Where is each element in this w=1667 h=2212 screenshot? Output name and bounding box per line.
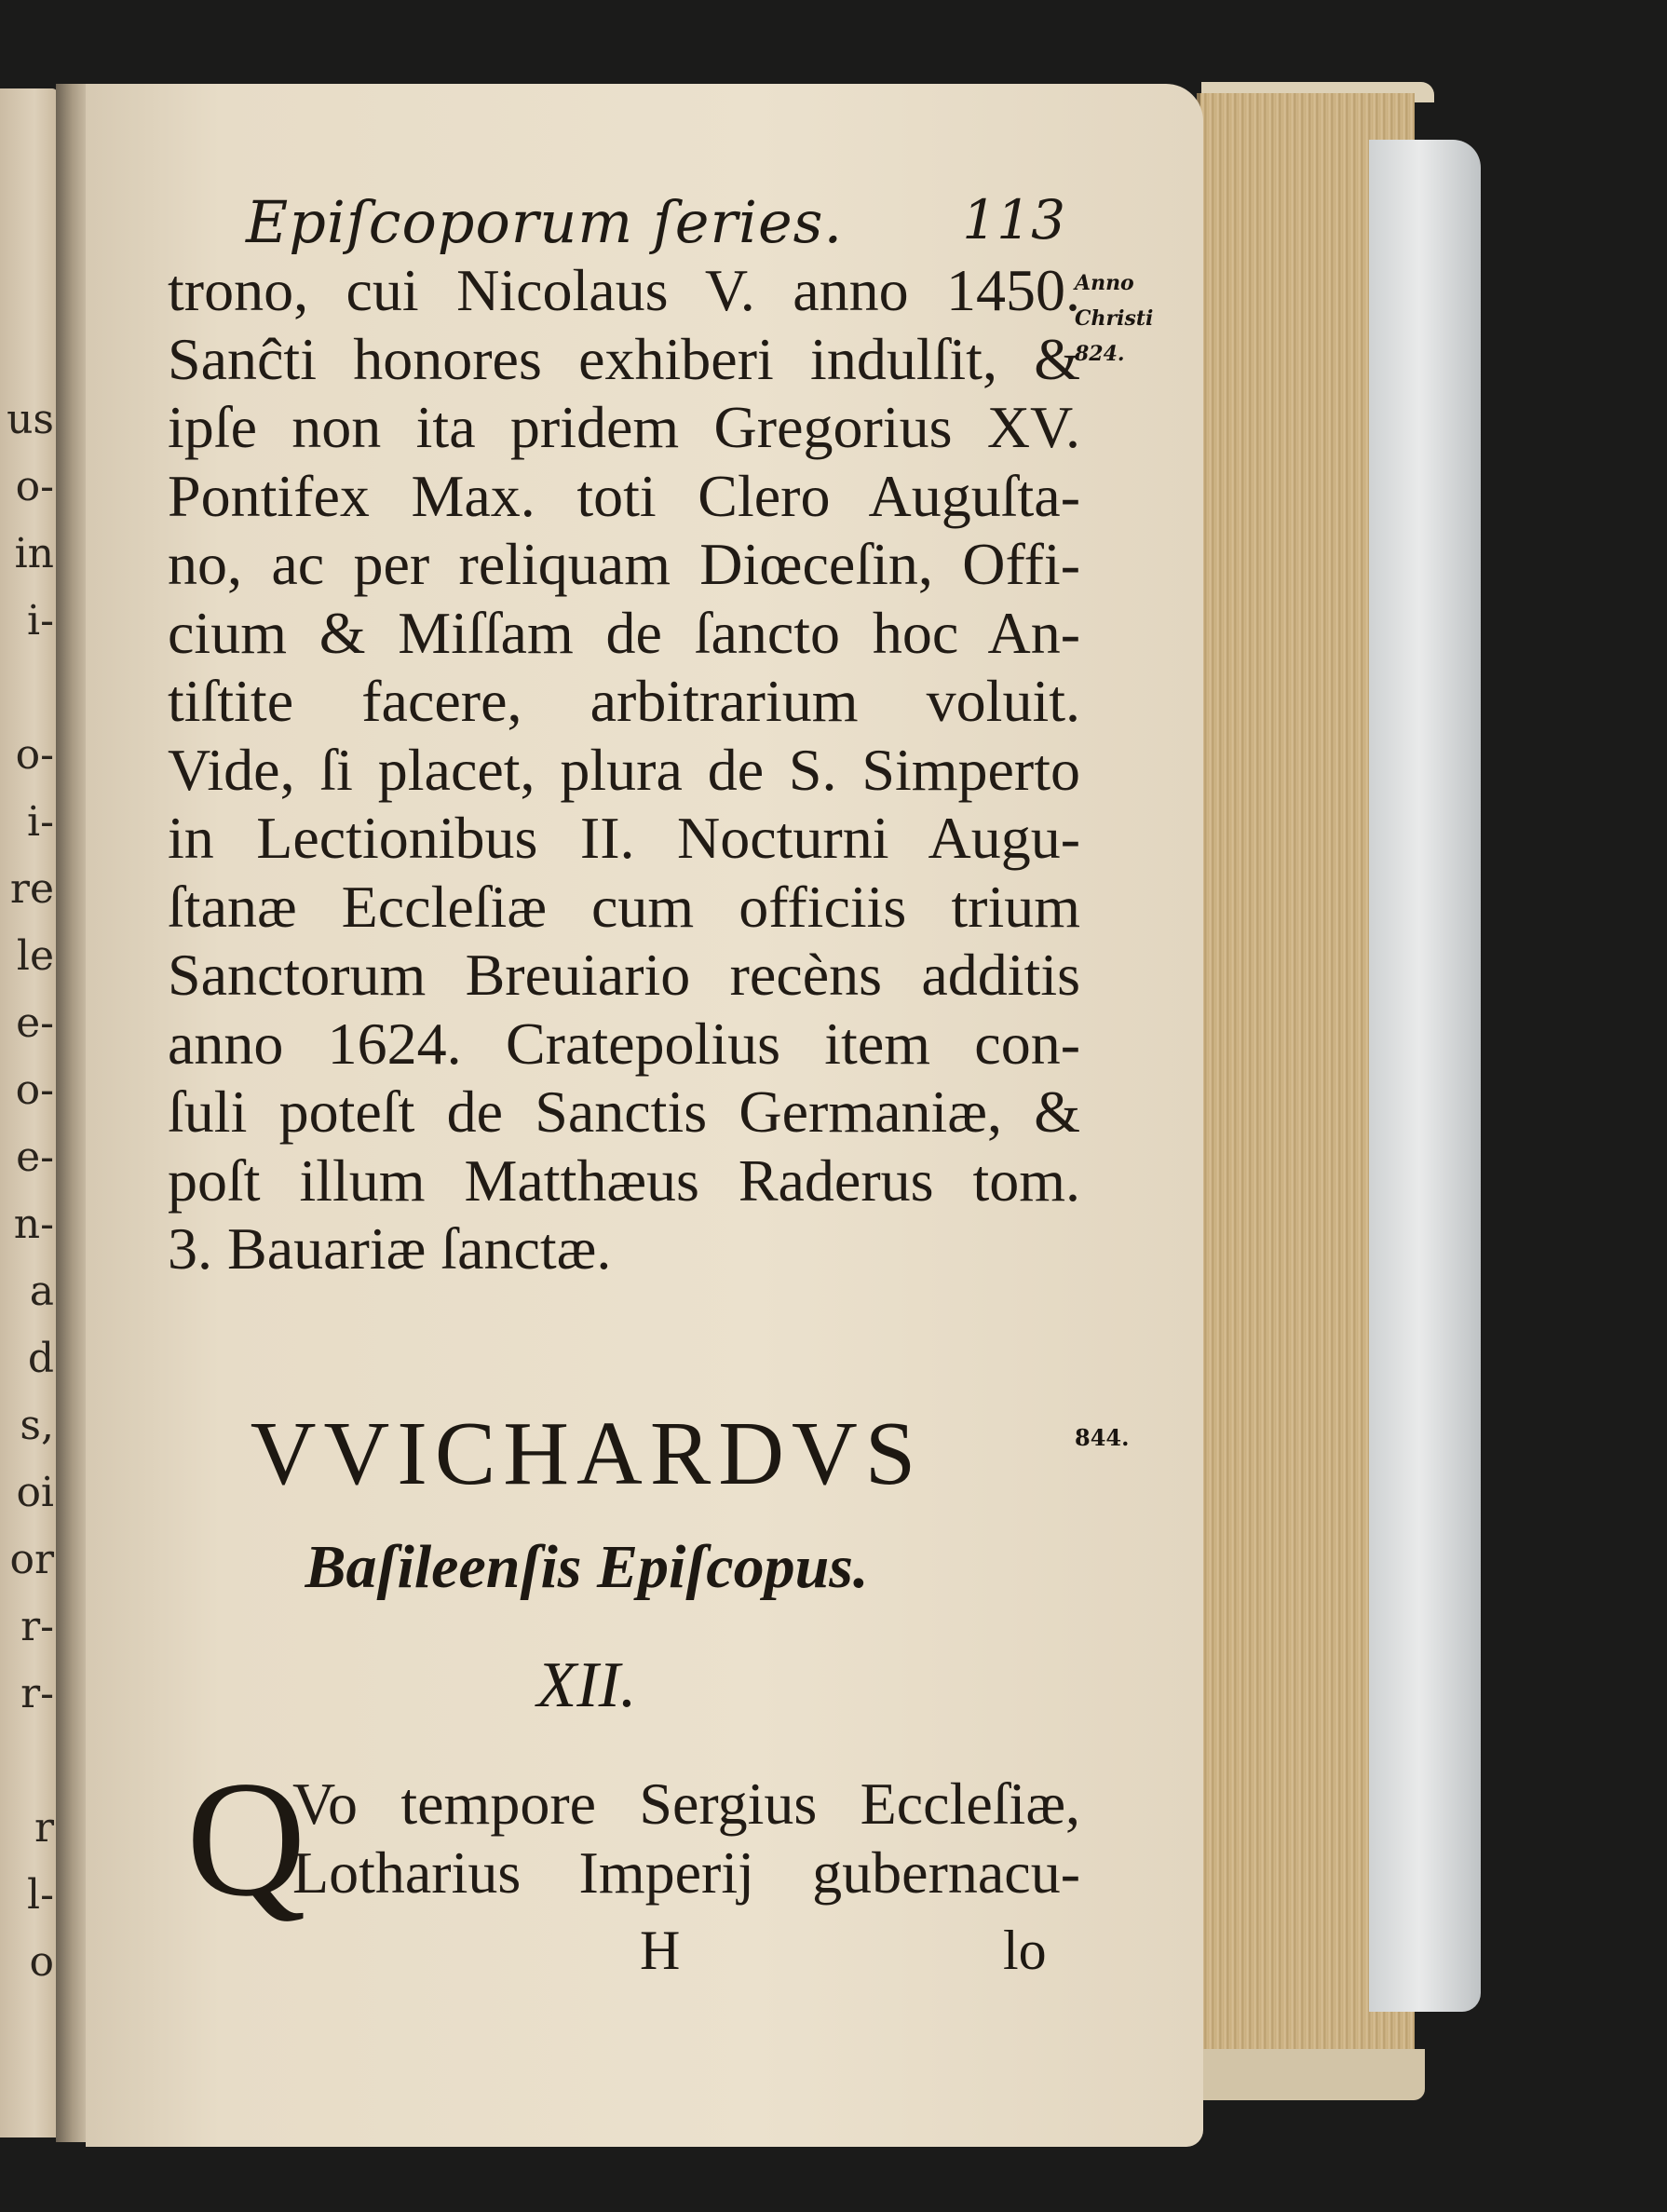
left-fragment: r-	[20, 1603, 54, 1650]
page-header	[246, 188, 1065, 263]
left-fragment: o-	[15, 1066, 54, 1114]
left-fragment: re	[9, 865, 54, 913]
left-fragment	[4, 655, 54, 722]
left-fragment: d	[27, 1335, 54, 1382]
text-line: Sanĉti honores exhiberi indulſit, &	[168, 325, 1080, 392]
text-line: anno 1624. Cratepolius item con-	[168, 1010, 1080, 1077]
left-fragment: r-	[20, 1670, 54, 1717]
left-fragment: i-	[27, 597, 54, 645]
left-fragment: o-	[15, 463, 54, 510]
section-heading: VVICHARDVS	[250, 1404, 924, 1504]
left-fragment: e-	[16, 999, 54, 1047]
text-line: poſt illum Matthæus Raderus tom.	[168, 1147, 1080, 1214]
left-fragment: o	[29, 1938, 54, 1986]
section-subheading: Baſileenſis Epiſcopus.	[305, 1533, 869, 1601]
book-cover-bottom-edge	[1192, 2049, 1425, 2100]
running-title: Epiſcoporum ſeries.	[246, 188, 844, 256]
text-line: tiſtite facere, arbitrarium voluit.	[168, 668, 1080, 734]
left-fragment: n-	[13, 1201, 54, 1248]
page-text-block	[86, 84, 1203, 2147]
page-number: 113	[962, 188, 1065, 251]
section-number: XII.	[536, 1649, 637, 1721]
text-line: ſuli poteſt de Sanctis Germaniæ, &	[168, 1079, 1080, 1145]
text-line: Lotharius Imperij gubernacu-	[292, 1839, 1080, 1906]
left-fragment: in	[14, 530, 54, 577]
text-line: no, ac per reliquam Diœceſin, Offi-	[168, 531, 1080, 597]
left-fragment: oi	[16, 1469, 54, 1516]
text-line: in Lectionibus II. Nocturni Augu-	[168, 805, 1080, 871]
catchword: lo	[1003, 1920, 1047, 1981]
left-fragment: a	[29, 1268, 54, 1315]
left-fragment	[4, 1728, 54, 1795]
left-fragment: l-	[27, 1871, 54, 1919]
left-fragment: o-	[15, 731, 54, 779]
text-line: cium & Miſſam de ſancto hoc An-	[168, 599, 1080, 666]
left-fragment: us	[7, 396, 54, 443]
left-fragment: or	[9, 1536, 54, 1583]
margin-note-year-844: 844.	[1075, 1424, 1130, 1451]
text-line: 3. Bauariæ ſanctæ.	[168, 1215, 612, 1282]
text-line: trono, cui Nicolaus V. anno 1450.	[168, 257, 1080, 323]
margin-notes	[1075, 265, 1196, 1451]
left-fragment: e-	[16, 1133, 54, 1181]
text-line: Pontifex Max. toti Clero Auguſta-	[168, 462, 1080, 529]
margin-note-year-824: 824.	[1075, 342, 1125, 366]
text-line: ipſe non ita pridem Gregorius XV.	[168, 394, 1080, 460]
left-fragment: le	[16, 932, 54, 980]
tissue-paper-insert	[1369, 140, 1481, 2012]
opening-paragraph	[292, 1770, 1080, 1907]
left-fragment: s,	[20, 1402, 54, 1449]
margin-note-christi: Christi	[1075, 306, 1154, 331]
text-line: ſtanæ Eccleſiæ cum officiis trium	[168, 873, 1080, 940]
text-line: Sanctorum Breuiario recèns additis	[168, 942, 1080, 1008]
left-page-text-fragments	[4, 387, 54, 1996]
left-fragment: r	[34, 1804, 54, 1852]
left-fragment: i-	[27, 798, 54, 846]
book-page	[86, 84, 1203, 2147]
signature-mark: H	[640, 1920, 681, 1981]
margin-note-anno: Anno	[1075, 271, 1134, 295]
text-line: Vide, ſi placet, plura de S. Simperto	[168, 736, 1080, 803]
body-text	[168, 256, 1080, 1283]
drop-cap-letter: Q	[186, 1746, 306, 1931]
text-line: Vo tempore Sergius Eccleſiæ,	[292, 1771, 1080, 1837]
left-facing-page	[0, 88, 58, 2137]
